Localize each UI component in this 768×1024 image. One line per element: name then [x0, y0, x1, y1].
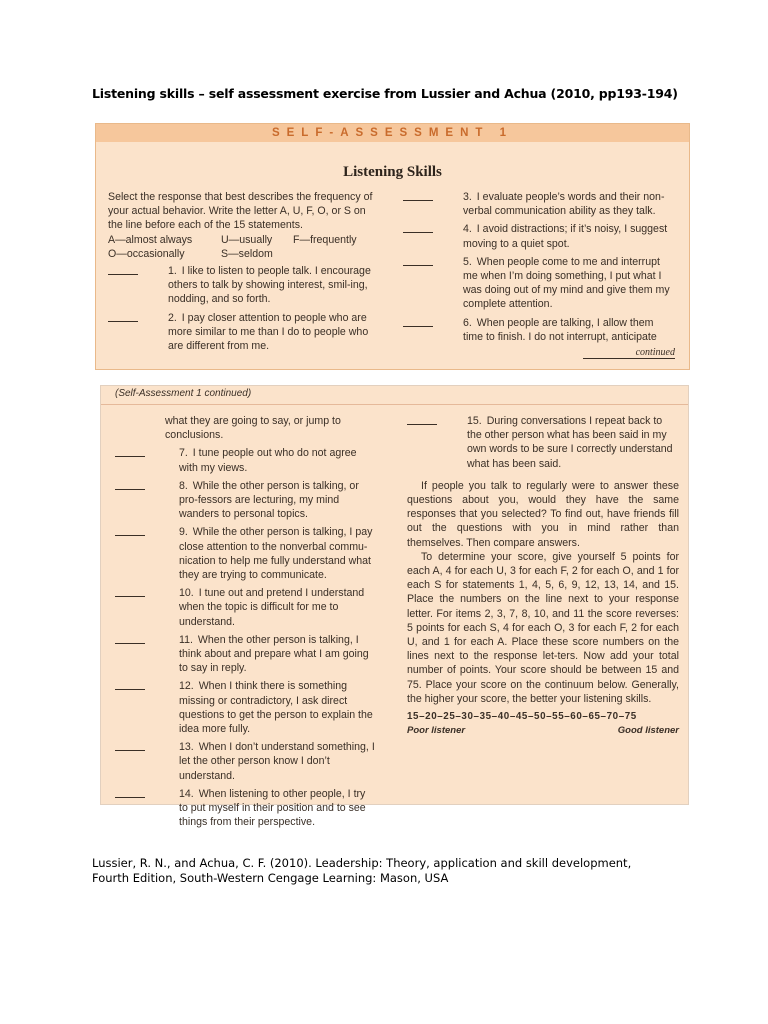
legend-row-1 [108, 233, 374, 247]
statement-text: When people come to me and interrupt me when I’m doing something, I put what I was doing out of my mind and give them my complete attention. [463, 255, 670, 311]
statement-text: While the other person is talking, or pro-fessors are lecturing, my mind wanders to personal topics. [179, 479, 359, 521]
response-line[interactable] [403, 200, 433, 201]
statement-number: 10. [179, 587, 194, 600]
statement-item [403, 222, 675, 250]
statement-text: When I don’t understand something, I let the other person know I don’t understand. [179, 741, 375, 782]
response-line[interactable] [115, 750, 145, 751]
score-scale: 15–20–25–30–35–40–45–50–55–60–65–70–75 [407, 711, 637, 723]
statement-text: I evaluate people’s words and their non-verbal communication ability as they talk. [463, 191, 665, 218]
statement-number: 12. [179, 680, 194, 693]
statement-text: I like to listen to people talk. I encourage others to talk by showing interest, smil-ing, nodding, and so forth. [168, 265, 371, 306]
statement-item [407, 414, 679, 471]
statement-item [403, 255, 675, 312]
response-line[interactable] [115, 643, 145, 644]
statement-number: 9. [179, 526, 188, 539]
response-line[interactable] [115, 596, 145, 597]
scale-labels [407, 724, 679, 738]
statement-number: 11. [179, 633, 193, 646]
statement-text: When I think there is something missing or contradictory, I ask direct questions to get the person to explain the idea more fully. [179, 680, 373, 736]
statement-number: 7. [179, 447, 188, 460]
statement-number: 15. [467, 415, 482, 427]
statement-text: When listening to other people, I try to put myself in their position and to see things from their perspective. [179, 787, 366, 829]
statement-item [115, 787, 377, 830]
statement-item [115, 633, 377, 676]
legend-s: S—seldom [221, 247, 273, 260]
legend-u: U—usually [221, 233, 273, 246]
left-column-2 [115, 414, 377, 833]
citation: Lussier, R. N., and Achua, C. F. (2010). Leadership: Theory, application and skill development, Fourth Edition, South-Western Cengage Learning: Mason, USA [92, 856, 632, 885]
document-heading: Listening skills – self assessment exercise from Lussier and Achua (2010, pp193-194) [92, 86, 678, 101]
statement-number: 5. [463, 255, 472, 268]
statement-item [115, 586, 377, 629]
response-line[interactable] [403, 232, 433, 233]
response-line[interactable] [115, 535, 145, 536]
response-line[interactable] [115, 689, 145, 690]
statement-item [403, 190, 675, 218]
right-column [403, 190, 675, 348]
legend-o: O—occasionally [108, 247, 185, 260]
statement-number: 6. [463, 316, 472, 329]
legend-row-2 [108, 247, 374, 261]
continued-header: (Self-Assessment 1 continued) [115, 388, 252, 399]
legend-a: A—almost always [108, 233, 193, 246]
statement-number: 8. [179, 479, 188, 492]
statement-item [403, 316, 675, 344]
statement-number: 13. [179, 741, 194, 754]
statement-number: 1. [168, 265, 177, 278]
statement-text: I avoid distractions; if it’s noisy, I suggest moving to a quiet spot. [463, 223, 668, 250]
response-line[interactable] [403, 326, 433, 327]
left-column [108, 190, 374, 357]
statement-item [115, 740, 377, 783]
paragraph-scoring: To determine your score, give yourself 5 points for each A, 4 for each U, 3 for each F, 2 for each O, and 1 for each S for statements 1, 4, 5, 6, 9, 12, 13, 14, and 15. Place the numbers on the line next to your response letter. For items 2, 3, 7, 8, 10, and 11 the score reverses: 5 points for each S, 4 for each O, 3 for each F, 2 for each U, and 1 for each A. Place these score numbers on the lines next to the response let-ters. Now add your total number of points. Your score should be between 15 and 75. Place your score on the continuum below. Generally, the higher your score, the better your listening skills. [407, 550, 679, 705]
statement-item [108, 311, 374, 354]
paragraph-compare: If people you talk to regularly were to answer these questions about you, would they have the same responses that you selected? To find out, have friends fill out the questions with you in mind rather than themselves. Then compare answers. [407, 479, 679, 549]
self-assessment-band: SELF-ASSESSMENT 1 [96, 124, 689, 142]
box-title: Listening Skills [343, 164, 442, 180]
statement-item [115, 479, 377, 522]
response-line[interactable] [115, 489, 145, 490]
self-assessment-panel-2 [100, 385, 689, 829]
response-line[interactable] [115, 456, 145, 457]
statement-item [115, 679, 377, 736]
statement-item [115, 525, 377, 582]
statement-text: While the other person is talking, I pay close attention to the nonverbal commu-nication to help me fully understand what they are trying to communicate. [179, 526, 373, 582]
statement-text: During conversations I repeat back to the other person what has been said in my own words to be sure I correctly understand what has been said. [467, 415, 673, 470]
response-line[interactable] [115, 797, 145, 798]
statement-text: I tune out and pretend I understand when the topic is difficult for me to understand. [179, 587, 365, 628]
poor-listener-label: Poor listener [407, 725, 466, 737]
right-column-2 [407, 414, 679, 738]
carry-over-text: what they are going to say, or jump to conclusions. [165, 415, 341, 442]
statement-text: When the other person is talking, I think about and prepare what I am going to say in reply. [179, 633, 369, 675]
statement-number: 3. [463, 191, 472, 203]
statement-item [108, 264, 374, 307]
instructions: Select the response that best describes the frequency of your actual behavior. Write the letter A, U, F, O, or S on the line before each of the 15 statements. [108, 191, 373, 232]
statement-text: I tune people out who do not agree with my views. [179, 447, 357, 474]
statement-number: 4. [463, 223, 472, 236]
response-line[interactable] [407, 424, 437, 425]
statement-item [115, 446, 377, 474]
divider [101, 404, 688, 405]
good-listener-label: Good listener [617, 725, 679, 737]
legend-f: F—frequently [293, 233, 357, 246]
response-line[interactable] [108, 274, 138, 275]
statement-number: 14. [179, 787, 194, 800]
self-assessment-panel-1 [95, 123, 690, 370]
response-line[interactable] [108, 321, 138, 322]
continued-label: continued [583, 348, 675, 359]
statement-text: When people are talking, I allow them time to finish. I do not interrupt, anticipate [463, 316, 657, 343]
statement-number: 2. [168, 311, 177, 324]
statement-text: I pay closer attention to people who are more similar to me than I do to people who are different from me. [168, 311, 369, 353]
response-line[interactable] [403, 265, 433, 266]
